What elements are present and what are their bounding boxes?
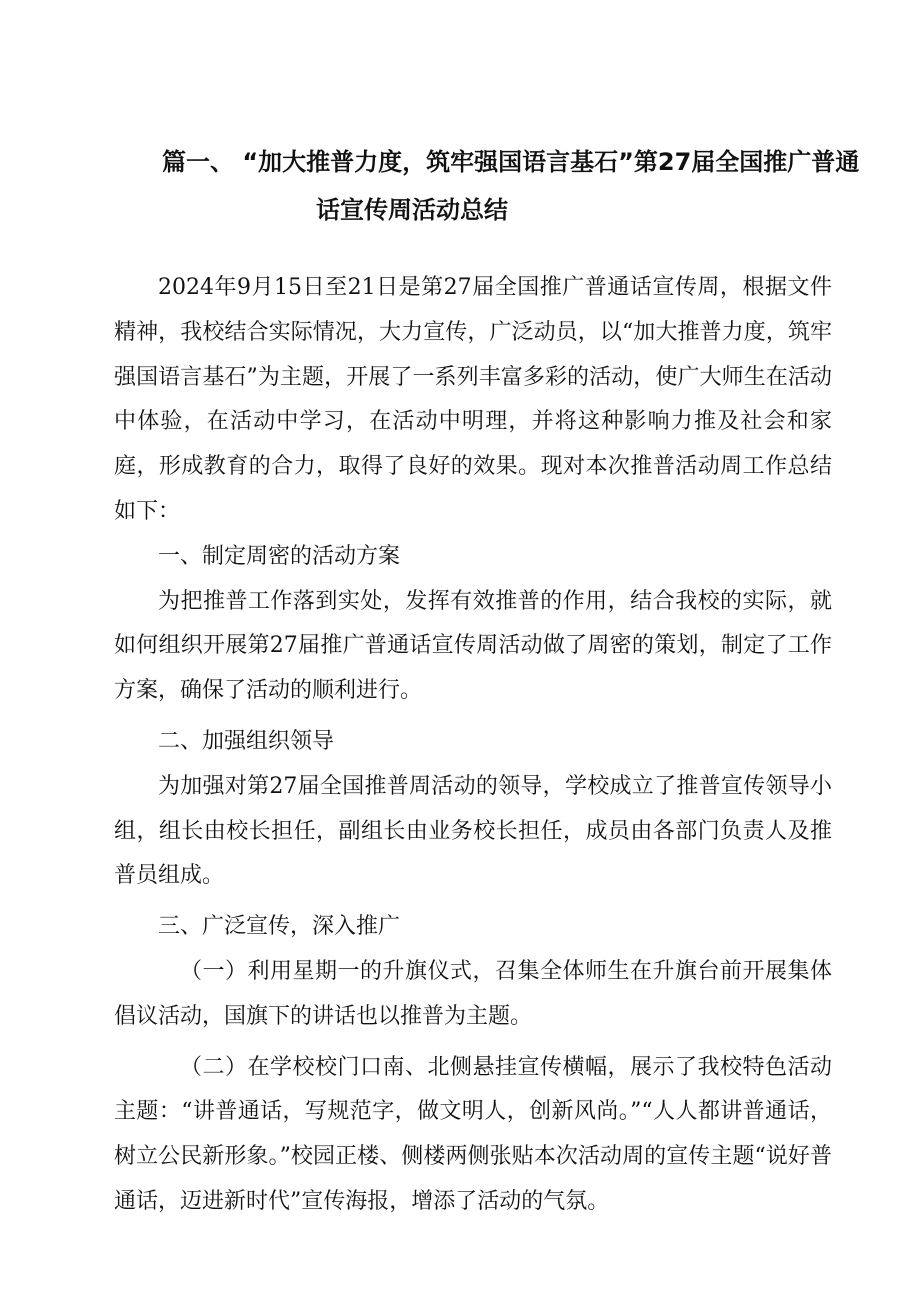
section-heading-3: 三、广泛宣传，深入推广 — [158, 914, 401, 940]
section-item-1: （一）利用星期一的升旗仪式，召集全体师生在升旗台前开展集体倡议活动，国旗下的讲话也以推普为主题。 — [114, 958, 832, 1029]
document-body — [114, 266, 832, 1225]
section-paragraph-1: 为把推普工作落到实处，发挥有效推普的作用，结合我校的实际，就如何组织开展第27届推广普通话宣传周活动做了周密的策划，制定了工作方案，确保了活动的顺利进行。 — [114, 588, 832, 704]
intro-paragraph: 2024年9月15日至21日是第27届全国推广普通话宣传周，根据文件精神，我校结合实际情况，大力宣传，广泛动员，以“加大推普力度，筑牢强国语言基石”为主题，开展了一系列丰富多彩的活动，使广大师生在活动中体验，在活动中学习，在活动中明理，并将这种影响力推及社会和家庭，形成教育的合力，取得了良好的效果。现对本次推普活动周工作总结如下： — [114, 275, 832, 524]
section-heading-1: 一、制定周密的活动方案 — [158, 543, 401, 569]
title-line-1: 篇一、 “加大推普力度，筑牢强国语言基石”第27届全国推广普通 — [162, 148, 860, 176]
document-title — [120, 138, 860, 234]
section-item-2: （二）在学校校门口南、北侧悬挂宣传横幅，展示了我校特色活动主题：“讲普通话，写规范字，做文明人，创新风尚。”“人人都讲普通话，树立公民新形象。”校园正楼、侧楼两侧张贴本次活动周的宣传主题“说好普通话，迈进新时代”宣传海报，增添了活动的气氛。 — [114, 1054, 832, 1214]
section-paragraph-2: 为加强对第27届全国推普周活动的领导，学校成立了推普宣传领导小组，组长由校长担任，副组长由业务校长担任，成员由各部门负责人及推普员组成。 — [114, 773, 832, 889]
title-line-2: 话宣传周活动总结 — [316, 196, 508, 224]
section-heading-2: 二、加强组织领导 — [158, 728, 335, 754]
